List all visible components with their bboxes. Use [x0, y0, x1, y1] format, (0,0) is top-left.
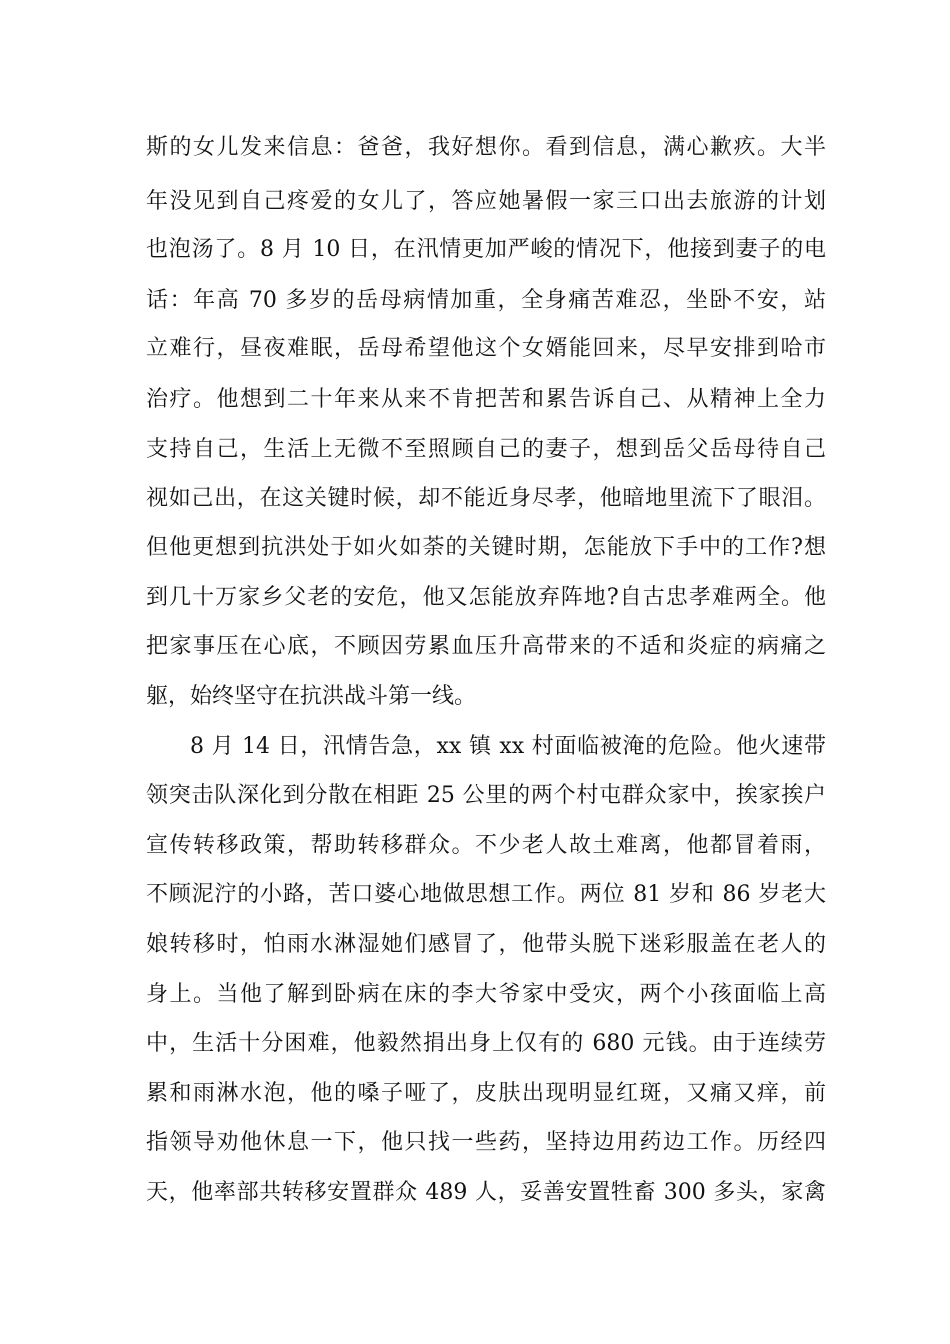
paragraph-2-line-9: 指领导劝他休息一下，他只找一些药，坚持边用药边工作。历经四 — [146, 1130, 826, 1155]
paragraph-2-line-2: 领突击队深化到分散在相距 25 公里的两个村屯群众家中，挨家挨户 — [146, 783, 826, 808]
paragraph-1-line-12: 躯，始终坚守在抗洪战斗第一线。 — [146, 684, 477, 709]
paragraph-1-line-9: 但他更想到抗洪处于如火如荼的关键时期，怎能放下手中的工作?想 — [146, 535, 826, 560]
paragraph-2-line-10: 天，他率部共转移安置群众 489 人，妥善安置牲畜 300 多头，家禽 — [146, 1180, 826, 1205]
paragraph-1-line-2: 年没见到自己疼爱的女儿了，答应她暑假一家三口出去旅游的计划 — [146, 189, 826, 214]
paragraph-1-line-11: 把家事压在心底，不顾因劳累血压升高带来的不适和炎症的病痛之 — [146, 634, 826, 659]
paragraph-2-line-6: 身上。当他了解到卧病在床的李大爷家中受灾，两个小孩面临上高 — [146, 982, 826, 1007]
paragraph-1-line-5: 立难行，昼夜难眠，岳母希望他这个女婿能回来，尽早安排到哈市 — [146, 336, 826, 361]
paragraph-1-line-8: 视如己出，在这关键时候，却不能近身尽孝，他暗地里流下了眼泪。 — [146, 486, 826, 511]
paragraph-1-line-1: 斯的女儿发来信息：爸爸，我好想你。看到信息，满心歉疚。大半 — [146, 135, 826, 160]
paragraph-2-line-7: 中，生活十分困难，他毅然捐出身上仅有的 680 元钱。由于连续劳 — [146, 1031, 826, 1056]
paragraph-1-line-10: 到几十万家乡父老的安危，他又怎能放弃阵地?自古忠孝难两全。他 — [146, 585, 826, 610]
paragraph-2-line-3: 宣传转移政策，帮助转移群众。不少老人故土难离，他都冒着雨， — [146, 833, 826, 858]
paragraph-1-line-3: 也泡汤了。8 月 10 日，在汛情更加严峻的情况下，他接到妻子的电 — [146, 237, 826, 262]
paragraph-2-line-1: 8 月 14 日，汛情告急，xx 镇 xx 村面临被淹的危险。他火速带 — [190, 734, 826, 759]
paragraph-2-line-4: 不顾泥泞的小路，苦口婆心地做思想工作。两位 81 岁和 86 岁老大 — [146, 882, 826, 907]
paragraph-1-line-6: 治疗。他想到二十年来从来不肯把苦和累告诉自己、从精神上全力 — [146, 387, 826, 412]
paragraph-2-line-8: 累和雨淋水泡，他的嗓子哑了，皮肤出现明显红斑，又痛又痒，前 — [146, 1081, 826, 1106]
paragraph-1-line-7: 支持自己，生活上无微不至照顾自己的妻子，想到岳父岳母待自己 — [146, 437, 826, 462]
paragraph-1-line-4: 话：年高 70 多岁的岳母病情加重，全身痛苦难忍，坐卧不安，站 — [146, 288, 826, 313]
paragraph-2-line-5: 娘转移时，怕雨水淋湿她们感冒了，他带头脱下迷彩服盖在老人的 — [146, 932, 826, 957]
